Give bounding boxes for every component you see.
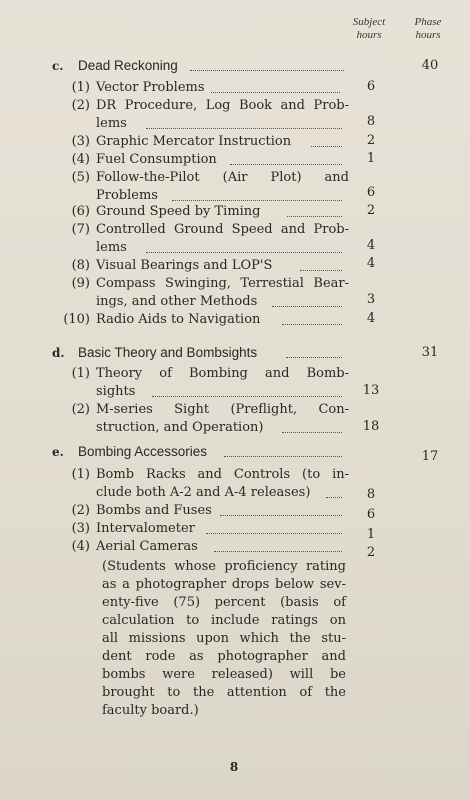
item-number: (1)	[71, 366, 90, 381]
item-text: Bomb Racks and Controls (to in-	[96, 467, 349, 482]
item-text: Theory of Bombing and Bomb-	[96, 366, 349, 381]
section-letter: e.	[52, 445, 64, 459]
item-text: Visual Bearings and LOP'S	[96, 258, 273, 273]
item-number: (10)	[63, 312, 90, 327]
item-text: Follow-the-Pilot (Air Plot) and	[96, 170, 349, 185]
subject-hours-value: 2	[366, 203, 376, 218]
subject-hours-value: 4	[366, 238, 376, 253]
leader-dots	[300, 270, 342, 271]
item-text: Intervalometer	[96, 521, 195, 536]
item-number: (1)	[71, 80, 90, 95]
subject-header-line2: hours	[356, 29, 382, 41]
leader-dots	[230, 164, 342, 165]
subject-hours-value: 1	[366, 151, 376, 166]
subject-hours-value: 6	[366, 507, 376, 522]
item-text-continued: ings, and other Methods	[96, 294, 258, 309]
subject-hours-value: 18	[362, 419, 380, 434]
item-number: (2)	[71, 503, 90, 518]
note-line: bombs were released) will be	[102, 667, 346, 682]
item-text-continued: clude both A-2 and A-4 releases)	[96, 485, 311, 500]
leader-dots	[272, 306, 342, 307]
item-number: (3)	[71, 134, 90, 149]
phase-header-line2: hours	[415, 29, 441, 41]
leader-dots	[211, 92, 340, 93]
item-text-continued: lems	[96, 240, 127, 255]
item-text-continued: sights	[96, 384, 136, 399]
note-line: enty-five (75) percent (basis of	[102, 595, 346, 610]
phase-hours-header	[402, 16, 454, 42]
subject-hours-value: 2	[366, 545, 376, 560]
leader-dots	[311, 146, 342, 147]
item-text-continued: struction, and Operation)	[96, 420, 264, 435]
section-letter: d.	[52, 346, 65, 360]
item-number: (9)	[71, 276, 90, 291]
item-number: (3)	[71, 521, 90, 536]
item-number: (1)	[71, 467, 90, 482]
item-text: Ground Speed by Timing	[96, 204, 261, 219]
subject-hours-value: 6	[366, 185, 376, 200]
note-line: dent rode as photographer and	[102, 649, 346, 664]
page-number: 8	[229, 760, 239, 774]
leader-dots	[146, 252, 342, 253]
note-line: brought to the attention of the	[102, 685, 346, 700]
leader-dots	[220, 515, 342, 516]
section-heading-d	[52, 345, 257, 361]
leader-dots	[286, 357, 342, 358]
item-text: DR Procedure, Log Book and Prob-	[96, 98, 349, 113]
item-number: (2)	[71, 98, 90, 113]
phase-hours-value: 17	[421, 449, 439, 464]
leader-dots	[224, 456, 342, 457]
item-number: (6)	[71, 204, 90, 219]
note-line: all missions upon which the stu-	[102, 631, 346, 646]
subject-hours-value: 8	[366, 114, 376, 129]
leader-dots	[287, 216, 342, 217]
item-number: (8)	[71, 258, 90, 273]
item-text: M-series Sight (Preflight, Con-	[96, 402, 349, 417]
note-line: faculty board.)	[102, 703, 199, 718]
subject-hours-value: 4	[366, 311, 376, 326]
subject-hours-value: 3	[366, 292, 376, 307]
note-line: as a photographer drops below sev-	[102, 577, 346, 592]
section-title: Basic Theory and Bombsights	[78, 345, 258, 360]
item-text: Vector Problems	[96, 80, 205, 95]
item-text: Aerial Cameras	[96, 539, 198, 554]
leader-dots	[214, 551, 342, 552]
note-line: calculation to include ratings on	[102, 613, 346, 628]
subject-hours-value: 8	[366, 487, 376, 502]
item-number: (4)	[71, 539, 90, 554]
item-text: Bombs and Fuses	[96, 503, 212, 518]
subject-hours-value: 2	[366, 133, 376, 148]
section-title: Bombing Accessories	[78, 444, 208, 459]
leader-dots	[206, 533, 342, 534]
note-line: (Students whose proficiency rating	[102, 559, 346, 574]
leader-dots	[146, 128, 342, 129]
subject-hours-value: 6	[366, 79, 376, 94]
leader-dots	[172, 200, 342, 201]
subject-hours-value: 1	[366, 527, 376, 542]
leader-dots	[326, 497, 342, 498]
section-heading-e	[52, 444, 207, 460]
leader-dots	[190, 70, 344, 71]
item-text-continued: Problems	[96, 188, 158, 203]
item-text: Fuel Consumption	[96, 152, 217, 167]
item-number: (2)	[71, 402, 90, 417]
item-number: (5)	[71, 170, 90, 185]
section-heading-c	[52, 58, 178, 74]
phase-hours-value: 31	[421, 345, 439, 360]
section-letter: c.	[52, 59, 64, 73]
subject-header-line1: Subject	[352, 16, 386, 28]
phase-header-line1: Phase	[414, 16, 442, 28]
subject-hours-header	[340, 16, 398, 42]
subject-hours-value: 4	[366, 256, 376, 271]
subject-hours-value: 13	[362, 383, 380, 398]
item-text: Controlled Ground Speed and Prob-	[96, 222, 349, 237]
leader-dots	[282, 432, 342, 433]
phase-hours-value: 40	[421, 58, 439, 73]
item-text-continued: lems	[96, 116, 127, 131]
item-text: Graphic Mercator Instruction	[96, 134, 292, 149]
leader-dots	[152, 396, 342, 397]
item-number: (7)	[71, 222, 90, 237]
item-text: Compass Swinging, Terrestial Bear-	[96, 276, 349, 291]
leader-dots	[282, 324, 342, 325]
item-text: Radio Aids to Navigation	[96, 312, 261, 327]
section-title: Dead Reckoning	[78, 58, 178, 73]
item-number: (4)	[71, 152, 90, 167]
